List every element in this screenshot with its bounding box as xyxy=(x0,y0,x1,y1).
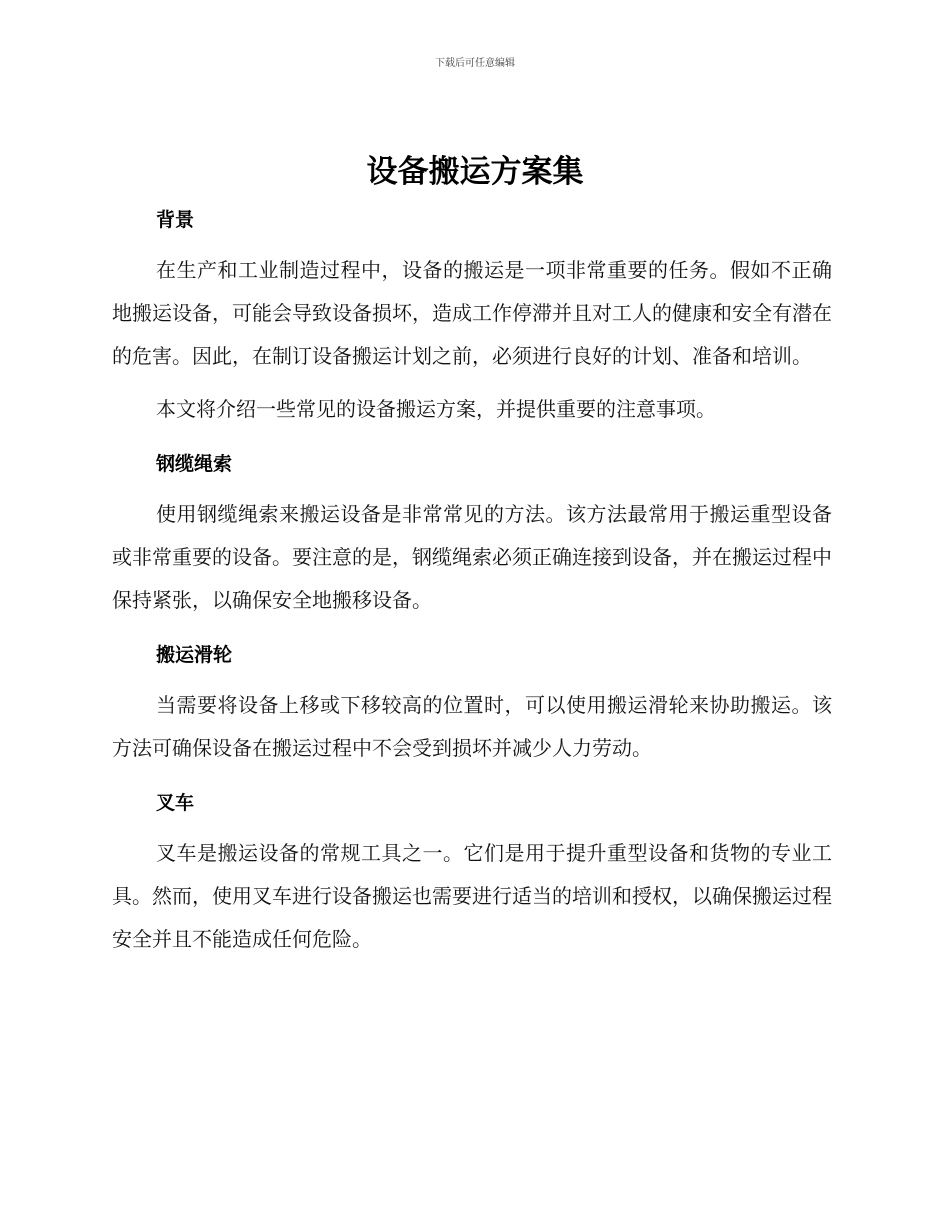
section-heading-pulley: 搬运滑轮 xyxy=(156,644,233,666)
paragraph: 叉车是搬运设备的常规工具之一。它们是用于提升重型设备和货物的专业工具。然而，使用叉车进行设备搬运也需要进行适当的培训和授权，以确保搬运过程安全并且不能造成任何危险。 xyxy=(112,841,832,951)
section-heading-steel-cable: 钢缆绳索 xyxy=(156,453,233,475)
paragraph: 本文将介绍一些常见的设备搬运方案，并提供重要的注意事项。 xyxy=(156,397,716,421)
paragraph: 当需要将设备上移或下移较高的位置时，可以使用搬运滑轮来协助搬运。该方法可确保设备在搬运过程中不会受到损坏并减少人力劳动。 xyxy=(112,693,832,760)
paragraph: 在生产和工业制造过程中，设备的搬运是一项非常重要的任务。假如不正确地搬运设备，可能会导致设备损坏，造成工作停滞并且对工人的健康和安全有潜在的危害。因此，在制订设备搬运计划之前，必须进行良好的计划、准备和培训。 xyxy=(112,258,832,368)
page-header: 下载后可任意编辑 xyxy=(435,58,515,69)
document-body xyxy=(112,203,832,961)
section-heading-forklift: 叉车 xyxy=(156,792,195,814)
document-title: 设备搬运方案集 xyxy=(366,154,584,190)
paragraph: 使用钢缆绳索来搬运设备是非常常见的方法。该方法最常用于搬运重型设备或非常重要的设备。要注意的是，钢缆绳索必须正确连接到设备，并在搬运过程中保持紧张，以确保安全地搬移设备。 xyxy=(112,502,832,612)
section-heading-background: 背景 xyxy=(156,209,195,231)
